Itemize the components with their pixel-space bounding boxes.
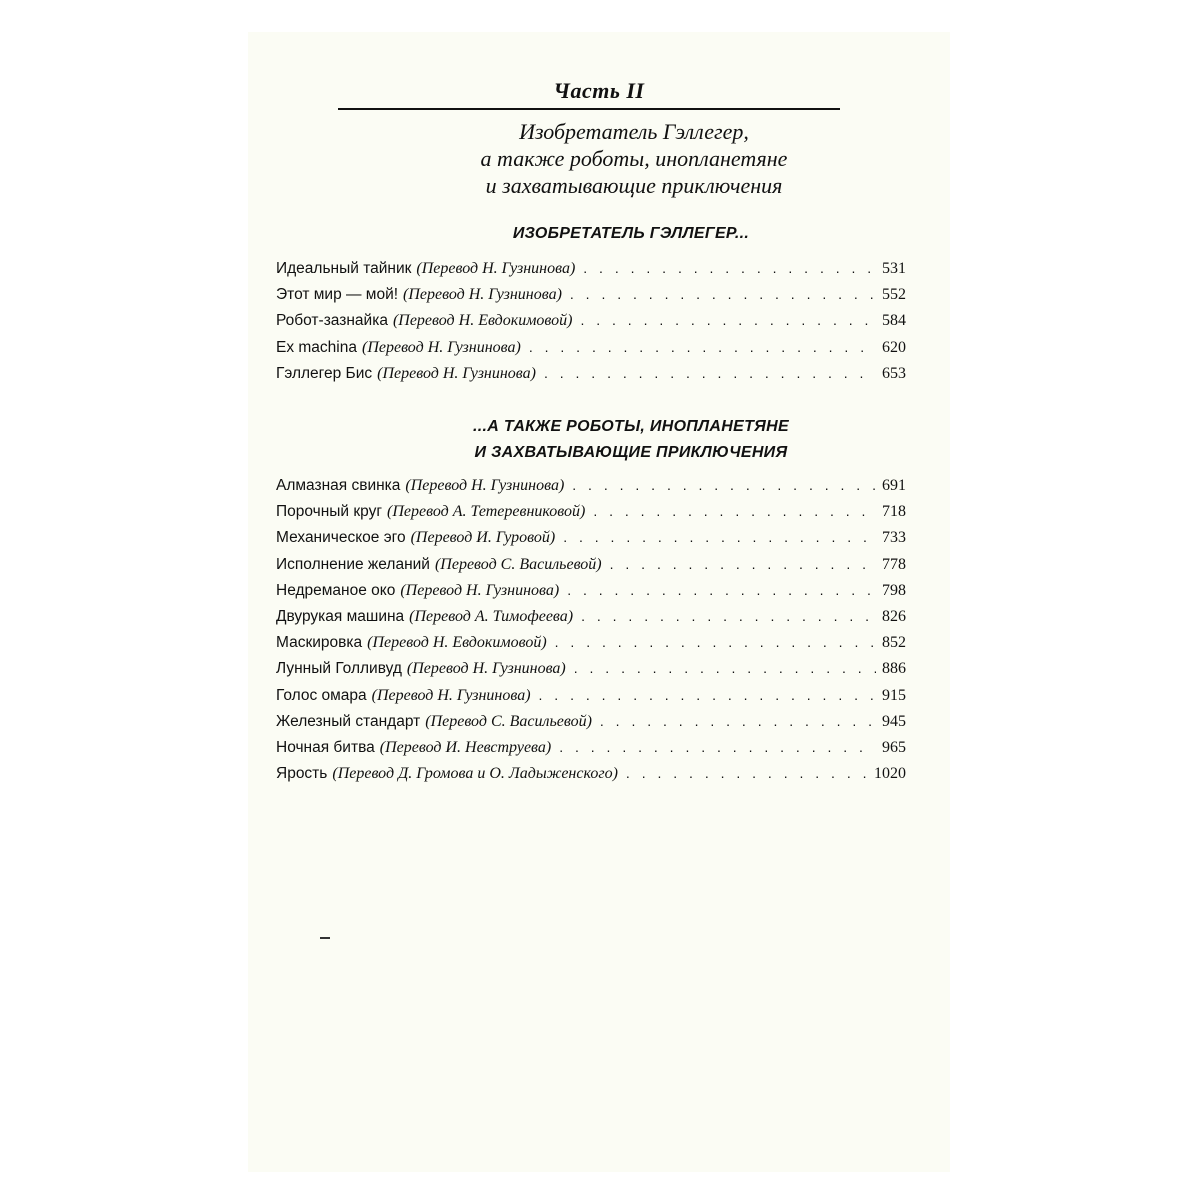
page-number: 778 <box>882 555 906 573</box>
story-title: Исполнение желаний <box>276 555 430 573</box>
story-title: Ярость <box>276 765 328 783</box>
page-number: 852 <box>882 634 906 652</box>
translator: (Перевод И. Гуровой) <box>410 529 556 547</box>
section-heading-robots <box>248 414 950 466</box>
toc-entry <box>276 629 906 655</box>
section-heading-gallegher <box>248 225 950 243</box>
subtitle-line: и захватывающие приключения <box>485 173 783 198</box>
translator: (Перевод Н. Гузнинова) <box>416 260 576 277</box>
dot-leader <box>570 281 876 307</box>
story-title: Механическое эго <box>276 529 406 547</box>
toc-entry <box>276 498 906 524</box>
translator: (Перевод И. Невструева) <box>379 738 552 756</box>
story-title: Ex machina <box>276 338 357 356</box>
translator: (Перевод Н. Гузнинова) <box>400 581 560 599</box>
print-mark <box>320 937 330 939</box>
toc-entry <box>276 551 906 577</box>
translator: (Перевод Н. Гузнинова) <box>406 660 566 678</box>
dot-leader <box>593 498 876 524</box>
page-number: 733 <box>882 529 906 547</box>
section-heading-line: ИЗОБРЕТАТЕЛЬ ГЭЛЛЕГЕР... <box>512 225 750 242</box>
page-number: 691 <box>882 477 906 494</box>
toc-list-robots <box>276 472 906 786</box>
page-number: 620 <box>882 338 906 356</box>
dot-leader <box>539 682 876 708</box>
dot-leader <box>581 603 876 629</box>
toc-entry <box>276 334 906 360</box>
page-number: 915 <box>882 686 906 704</box>
story-title: Недреманое око <box>276 581 396 599</box>
toc-entry <box>276 655 906 681</box>
translator: (Перевод Н. Гузнинова) <box>377 364 536 382</box>
story-title: Гэллегер Бис <box>276 364 373 382</box>
toc-entry <box>276 255 906 281</box>
story-title: Алмазная свинка <box>276 477 401 494</box>
section-heading-line: И ЗАХВАТЫВАЮЩИЕ ПРИКЛЮЧЕНИЯ <box>474 444 788 461</box>
dot-leader <box>555 629 876 655</box>
translator: (Перевод Н. Гузнинова) <box>361 338 521 356</box>
page-number: 531 <box>882 260 906 277</box>
story-title: Железный стандарт <box>276 712 421 730</box>
story-title: Голос омара <box>276 686 367 704</box>
story-title: Этот мир — мой! <box>276 286 399 304</box>
toc-entry <box>276 682 906 708</box>
dot-leader <box>529 334 876 360</box>
dot-leader <box>580 307 876 333</box>
story-title: Ночная битва <box>276 738 375 756</box>
translator: (Перевод Н. Евдокимовой) <box>392 312 573 330</box>
part-subtitle <box>248 118 950 199</box>
toc-entry <box>276 577 906 603</box>
translator: (Перевод А. Тетеревниковой) <box>387 503 586 521</box>
section-heading-line: ...А ТАКЖЕ РОБОТЫ, ИНОПЛАНЕТЯНЕ <box>473 418 789 435</box>
page-number: 1020 <box>874 765 906 783</box>
title-rule <box>338 108 840 110</box>
dot-leader <box>583 255 876 281</box>
dot-leader <box>600 708 876 734</box>
dot-leader <box>563 524 876 550</box>
story-title: Лунный Голливуд <box>276 660 402 678</box>
dot-leader <box>567 577 876 603</box>
dot-leader <box>544 360 876 386</box>
page-number: 826 <box>882 607 906 625</box>
page-number: 945 <box>882 712 906 730</box>
dot-leader <box>626 760 868 786</box>
toc-entry <box>276 307 906 333</box>
translator: (Перевод А. Тимофеева) <box>409 607 574 625</box>
part-title: Часть II <box>553 78 645 103</box>
story-title: Идеальный тайник <box>276 260 412 277</box>
story-title: Маскировка <box>276 634 363 652</box>
page-number: 798 <box>882 581 906 599</box>
toc-list-gallegher <box>276 255 906 386</box>
page-number: 552 <box>882 286 906 304</box>
translator: (Перевод С. Васильевой) <box>425 712 592 730</box>
page-number: 718 <box>882 503 906 521</box>
toc-entry <box>276 734 906 760</box>
translator: (Перевод Н. Гузнинова) <box>403 286 562 304</box>
subtitle-line: Изобретатель Гэллегер, <box>519 119 749 144</box>
translator: (Перевод Д. Громова и О. Ладыженского) <box>332 765 618 783</box>
page-number: 653 <box>882 364 906 382</box>
story-title: Порочный круг <box>276 503 383 521</box>
story-title: Двурукая машина <box>276 607 405 625</box>
page-number: 584 <box>882 312 906 330</box>
dot-leader <box>559 734 876 760</box>
dot-leader <box>572 472 876 498</box>
translator: (Перевод Н. Евдокимовой) <box>367 634 547 652</box>
story-title: Робот-зазнайка <box>276 312 388 330</box>
translator: (Перевод Н. Гузнинова) <box>371 686 531 704</box>
toc-entry <box>276 524 906 550</box>
book-page <box>248 32 950 1172</box>
dot-leader <box>574 655 876 681</box>
page-number: 965 <box>882 738 906 756</box>
page-number: 886 <box>882 660 906 678</box>
toc-entry <box>276 360 906 386</box>
dot-leader <box>610 551 876 577</box>
toc-entry <box>276 708 906 734</box>
toc-entry <box>276 472 906 498</box>
translator: (Перевод С. Васильевой) <box>434 555 602 573</box>
toc-entry <box>276 281 906 307</box>
toc-entry <box>276 760 906 786</box>
subtitle-line: а также роботы, инопланетяне <box>480 146 788 171</box>
toc-entry <box>276 603 906 629</box>
translator: (Перевод Н. Гузнинова) <box>405 477 565 494</box>
